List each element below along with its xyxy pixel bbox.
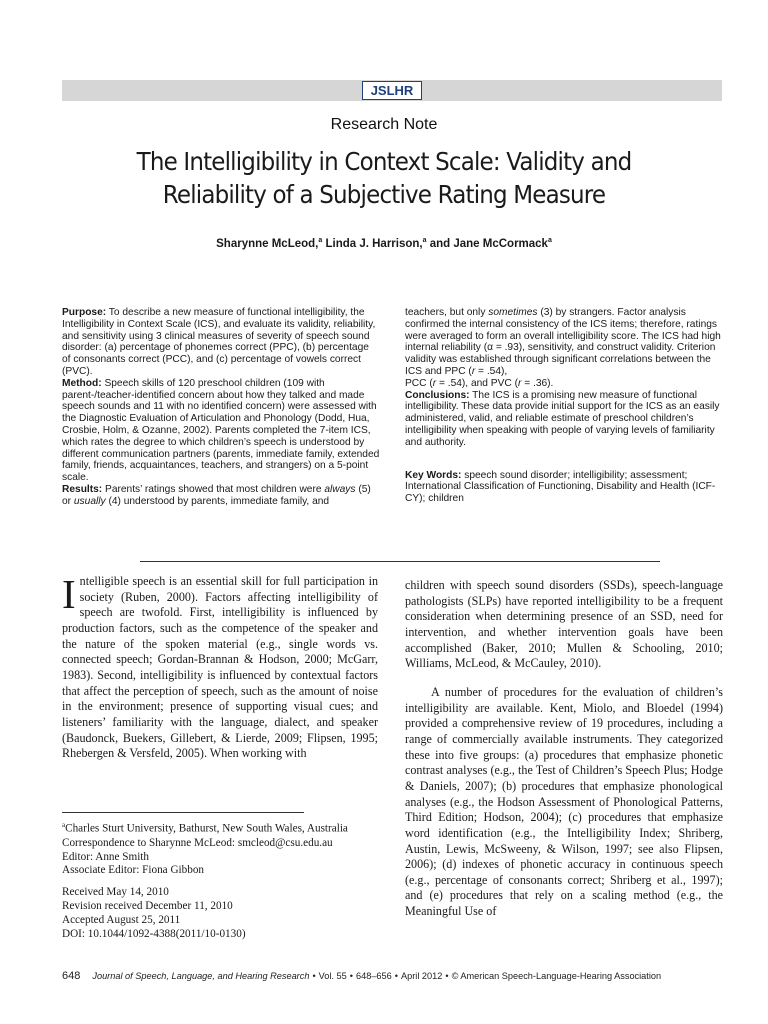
body-paragraph-1 xyxy=(62,571,378,762)
purpose-text: To describe a new measure of functional intelligibility, the Intelligibility in Context Scale (ICS), and evaluate its validity, reliability, and sensitivity using 3 clinical measures of severity of speech sound disorder: (a) percentage of phonemes correct (PPC), (b) percentage of consonants correct (PCC), and (c) percentage of vowels correct (PVC). xyxy=(62,307,376,377)
method-label: Method: xyxy=(62,377,102,389)
results-text: PCC ( xyxy=(405,377,433,389)
title-line-2: Reliability of a Subjective Rating Measure xyxy=(162,180,606,209)
abstract-method xyxy=(62,378,380,484)
footer-copyright: © American Speech-Language-Hearing Association xyxy=(451,971,662,981)
footnote-doi[interactable]: DOI: 10.1044/1092-4388(2011/10-0130) xyxy=(62,928,246,941)
author-list xyxy=(0,237,768,250)
footer-bullet: • xyxy=(312,971,316,981)
abstract-purpose xyxy=(62,307,380,378)
r-value: = .36). xyxy=(521,377,554,389)
abstract-right-column xyxy=(405,307,723,505)
body-paragraph-3: A number of procedures for the evaluation of children’s intelligibility are available. Kent, Miolo, and Bloedel (1994) provided a comprehensive review of 19 procedures, including a range of commercially available instruments. They categorized these into five groups: (a) procedures that emphasize phonetic contrast analyses (e.g., the Test of Children’s Speech Plus; Hodge & Daniels, 2007); (b) procedures that emphasize phonological analyses (e.g., the Hodson Assessment of Phonological Patterns, Third Edition; Hodson, 2004); (c) procedures that emphasize word identification (e.g., the Intelligibility Index; Shriberg, Austin, Lewis, McSweeny, & Wilson, 1997; see also Flipsen, 2006); (d) indexes of phonetic accuracy in continuous speech (e.g., percentage of consonants correct; Shriberg et al., 1997); and (e) procedures that rely on a scaling method (e.g., the Meaningful Use of xyxy=(405,684,723,919)
keywords-text: speech sound disorder; intelligibility; assessment; International Classification of Functioning, Disability and Health (ICF-CY); children xyxy=(405,469,716,505)
results-text: Parents’ ratings showed that most children were xyxy=(102,483,325,495)
footnote-mark: a xyxy=(62,821,66,829)
results-text: (5) or xyxy=(62,483,371,507)
footer-volume: Vol. 55 xyxy=(318,971,347,981)
footnote-revision: Revision received December 11, 2010 xyxy=(62,900,233,913)
conclusions-label: Conclusions: xyxy=(405,389,470,401)
method-text: Speech skills of 120 preschool children (109 with parent-/teacher-identified concern about how they talked and made speech sounds and 11 with no identified concern) were assessed with the Diagnostic Evaluation of Articulation and Phonology (Dodd, Hua, Crosbie, Holm, & Ozanne, 2002). Parents completed the 7-item ICS, which rates the degree to which children’s speech is understood by different communication partners (parents, immediate family, extended family, friends, acquaintances, teachers, and strangers) on a 5-point scale. xyxy=(62,377,380,484)
keywords-label: Key Words: xyxy=(405,469,462,481)
results-usually: usually xyxy=(73,495,106,507)
affil-mark: a xyxy=(422,237,427,244)
conclusions-text: The ICS is a promising new measure of functional intelligibility. These data provide initial support for the ICS as an easily administered, valid, and reliable estimate of preschool children’s intelligibility when speaking with people of varying levels of familiarity and authority. xyxy=(405,389,720,448)
section-divider xyxy=(140,561,660,562)
page-footer xyxy=(62,970,742,982)
r-symbol: r xyxy=(517,377,522,389)
abstract-results-cont xyxy=(405,307,723,390)
article-title xyxy=(123,145,646,211)
author-3[interactable]: and Jane McCormack xyxy=(426,237,548,250)
results-always: always xyxy=(324,483,356,495)
footer-bullet: • xyxy=(349,971,353,981)
footnote-accepted: Accepted August 25, 2011 xyxy=(62,914,181,927)
footnotes xyxy=(62,819,380,942)
footnote-assoc-editor: Associate Editor: Fiona Gibbon xyxy=(62,864,205,877)
results-text: (3) by strangers. Factor analysis confirmed the internal consistency of the ICS items; therefore, ratings were averaged to form an overall intelligibility score. The ICS had high internal reliability (α = .93), sensitivity, and construct validity. Criterion validity was established through significant correlations between the ICS and PPC ( xyxy=(405,307,721,377)
footnote-affiliation xyxy=(62,819,380,837)
journal-badge[interactable]: JSLHR xyxy=(362,81,422,100)
footnote-rule xyxy=(62,812,304,813)
author-1[interactable]: Sharynne McLeod, xyxy=(216,237,319,250)
body-text: ntelligible speech is an essential skill for full participation in society (Ruben, 2000). Factors affecting intelligibility of speech are twofold. First, intelligibility is influenced by production factors, such as the competence of the speaker and the nature of the spoken material (e.g., single words vs. connected speech; Gordan-Brannan & Hodson, 2000; McGarr, 1983). Second, intelligibility is influenced by contextual factors that affect the perception of speech, such as the amount of noise in the environment; presence of supporting visual cues; and listeners’ familiarity with the language, dialect, and speaker (Baudonck, Buekers, Gillebert, & Lierde, 2009; Flipsen, 1995; Rhebergen & Versfeld, 2005). When working with xyxy=(62,574,378,761)
title-line-1: The Intelligibility in Context Scale: Validity and xyxy=(136,147,632,176)
body-paragraph-2: children with speech sound disorders (SSDs), speech-language pathologists (SLPs) have reported intelligibility to be a frequent consideration when determining presence of an SSD, need for intervention, and whether intervention goals have been accomplished (Baker, 2010; Mullen & Schooling, 2010; Williams, McLeod, & McCauley, 2010). xyxy=(405,578,723,671)
abstract-left-column xyxy=(62,307,380,508)
footnote-correspondence[interactable]: Correspondence to Sharynne McLeod: smcleod@csu.edu.au xyxy=(62,836,333,849)
results-label: Results: xyxy=(62,483,103,495)
results-sometimes: sometimes xyxy=(488,307,538,318)
footer-date: April 2012 xyxy=(400,971,443,981)
affiliation-text: Charles Sturt University, Bathurst, New South Wales, Australia xyxy=(65,822,348,835)
footer-pages: 648–656 xyxy=(355,971,392,981)
r-symbol: r xyxy=(471,365,476,377)
abstract-conclusions xyxy=(405,390,723,449)
results-text: (4) understood by parents, immediate family, and xyxy=(105,495,330,507)
page-number: 648 xyxy=(62,970,81,982)
article-type: Research Note xyxy=(330,116,438,133)
footer-bullet: • xyxy=(445,971,449,981)
footer-journal: Journal of Speech, Language, and Hearing Research xyxy=(92,971,310,981)
drop-cap: I xyxy=(62,571,76,617)
r-value: = .54), and PVC ( xyxy=(436,377,518,389)
footnote-received: Received May 14, 2010 xyxy=(62,886,169,899)
affil-mark: a xyxy=(547,237,552,244)
results-text: teachers, but only xyxy=(405,307,489,318)
abstract-results xyxy=(62,484,380,508)
purpose-label: Purpose: xyxy=(62,307,107,318)
r-value: = .54), xyxy=(475,365,508,377)
footer-bullet: • xyxy=(394,971,398,981)
abstract-keywords xyxy=(405,470,723,505)
body-left-column xyxy=(62,571,378,762)
affil-mark: a xyxy=(318,237,323,244)
r-symbol: r xyxy=(432,377,437,389)
body-right-column xyxy=(405,578,723,920)
footnote-editor: Editor: Anne Smith xyxy=(62,850,150,863)
author-2[interactable]: Linda J. Harrison, xyxy=(322,237,423,250)
